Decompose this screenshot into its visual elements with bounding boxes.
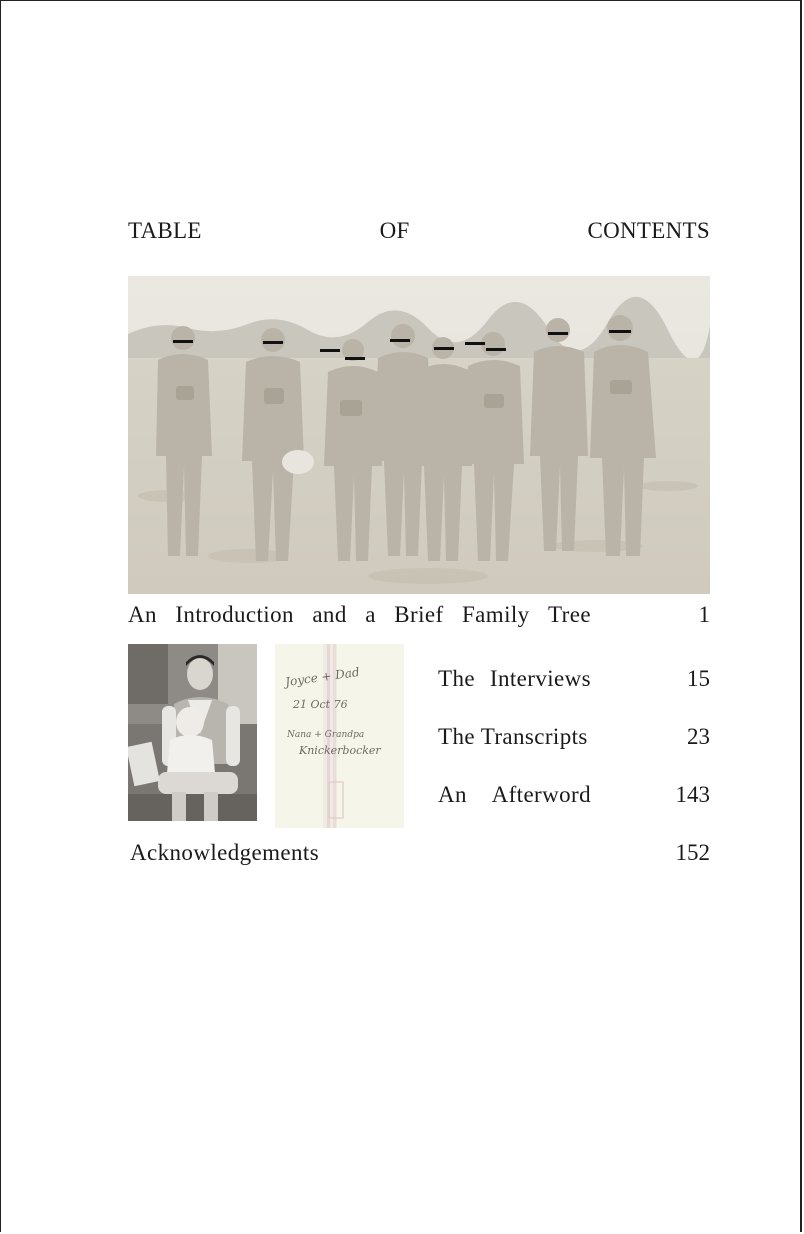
intro-word: and (312, 602, 347, 627)
toc-page-transcripts: 23 (687, 724, 710, 749)
toc-page-interviews: 15 (687, 666, 710, 691)
group-photo-soldiers-icon (128, 276, 710, 594)
toc-page-introduction: 1 (698, 602, 710, 627)
toc-page-afterword: 143 (675, 782, 710, 807)
interviews-word: The (438, 666, 475, 691)
intro-word: Family (461, 602, 530, 627)
interviews-word: Interviews (489, 666, 591, 691)
toc-entry-transcripts: The Transcripts (438, 724, 588, 749)
title-word-table: TABLE (128, 218, 202, 243)
intro-word: An (128, 602, 157, 627)
photo-back (275, 644, 404, 828)
toc-entry-afterword (438, 782, 591, 808)
intro-word: Brief (394, 602, 444, 627)
handwriting-line: Nana + Grandpa (287, 730, 365, 740)
toc-entry-interviews (438, 666, 591, 692)
intro-word: a (365, 602, 376, 627)
afterword-word: An (438, 782, 467, 807)
man-with-baby-photo (128, 644, 257, 821)
afterword-word: Afterword (491, 782, 591, 807)
group-photo (128, 276, 710, 594)
handwriting-line: Joyce + Dad (284, 664, 361, 690)
intro-word: Introduction (175, 602, 294, 627)
toc-entry-introduction (128, 602, 591, 628)
toc-page-acknowledgements: 152 (675, 840, 710, 865)
toc-entry-acknowledgements: Acknowledgements (130, 840, 320, 865)
page-title (128, 218, 710, 244)
handwriting-line: Knickerbocker (299, 744, 381, 757)
title-word-of: OF (379, 218, 410, 243)
man-with-baby-photo-icon (128, 644, 257, 821)
intro-word: Tree (548, 602, 591, 627)
handwriting-line: 21 Oct 76 (293, 698, 348, 711)
title-word-contents: CONTENTS (587, 218, 710, 243)
